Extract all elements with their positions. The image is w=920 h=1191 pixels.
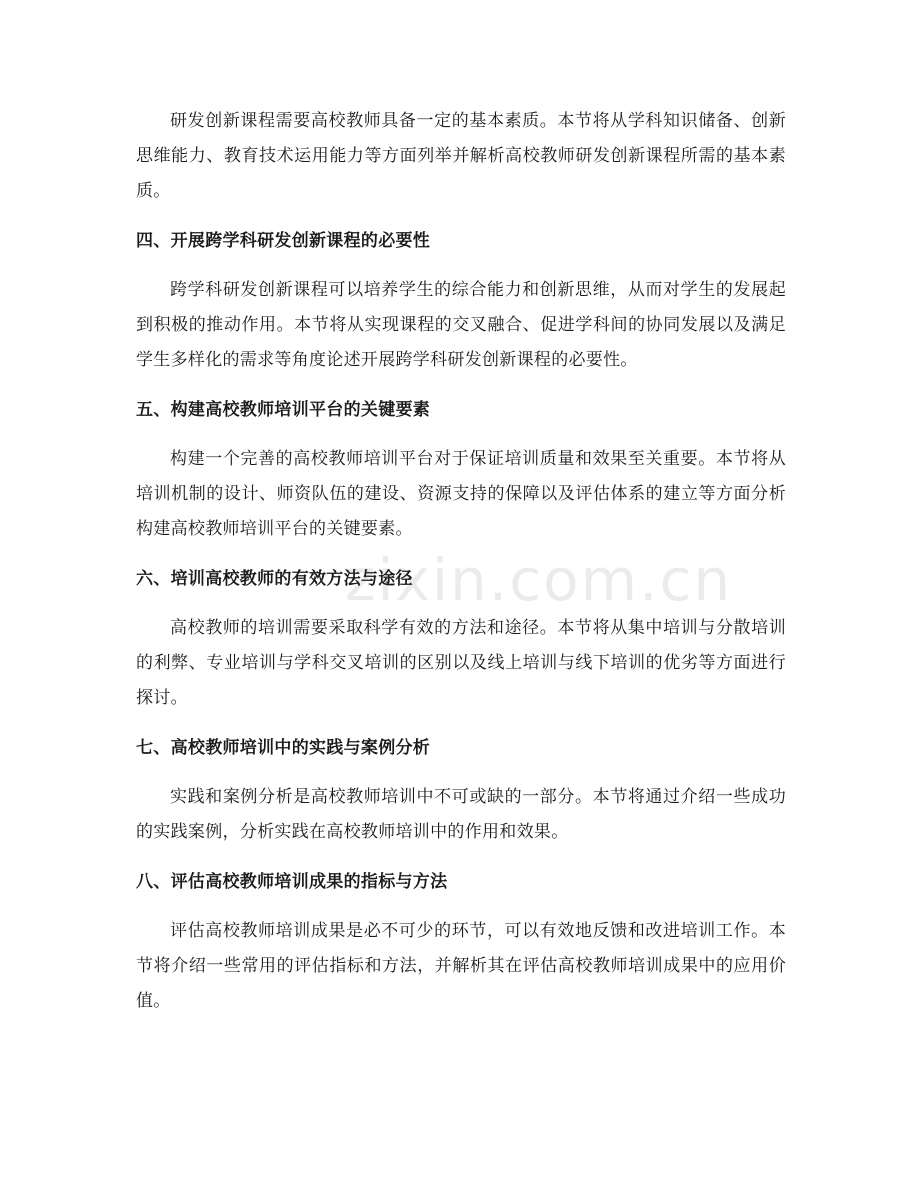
intro-paragraph: 研发创新课程需要高校教师具备一定的基本素质。本节将从学科知识储备、创新思维能力、教育技术运用能力等方面列举并解析高校教师研发创新课程所需的基本素质。 bbox=[136, 111, 786, 201]
section-8-heading: 八、评估高校教师培训成果的指标与方法 bbox=[136, 872, 448, 892]
section-7-heading: 七、高校教师培训中的实践与案例分析 bbox=[136, 738, 431, 758]
section-6-paragraph: 高校教师的培训需要采取科学有效的方法和途径。本节将从集中培训与分散培训的利弊、专业培训与学科交叉培训的区别以及线上培训与线下培训的优劣等方面进行探讨。 bbox=[136, 618, 786, 708]
section-5-heading: 五、构建高校教师培训平台的关键要素 bbox=[136, 400, 431, 420]
section-4-heading: 四、开展跨学科研发创新课程的必要性 bbox=[136, 231, 431, 251]
watermark: zixin.com.cn bbox=[345, 546, 733, 614]
section-6-heading: 六、培训高校教师的有效方法与途径 bbox=[136, 569, 413, 589]
document-page bbox=[136, 104, 786, 1019]
section-7-paragraph: 实践和案例分析是高校教师培训中不可或缺的一部分。本节将通过介绍一些成功的实践案例，分析实践在高校教师培训中的作用和效果。 bbox=[136, 787, 786, 842]
section-5-paragraph: 构建一个完善的高校教师培训平台对于保证培训质量和效果至关重要。本节将从培训机制的设计、师资队伍的建设、资源支持的保障以及评估体系的建立等方面分析构建高校教师培训平台的关键要素。 bbox=[136, 449, 786, 539]
section-8-paragraph: 评估高校教师培训成果是必不可少的环节，可以有效地反馈和改进培训工作。本节将介绍一些常用的评估指标和方法，并解析其在评估高校教师培训成果中的应用价值。 bbox=[136, 921, 786, 1011]
section-4-paragraph: 跨学科研发创新课程可以培养学生的综合能力和创新思维，从而对学生的发展起到积极的推动作用。本节将从实现课程的交叉融合、促进学科间的协同发展以及满足学生多样化的需求等角度论述开展跨学科研发创新课程的必要性。 bbox=[136, 280, 786, 370]
